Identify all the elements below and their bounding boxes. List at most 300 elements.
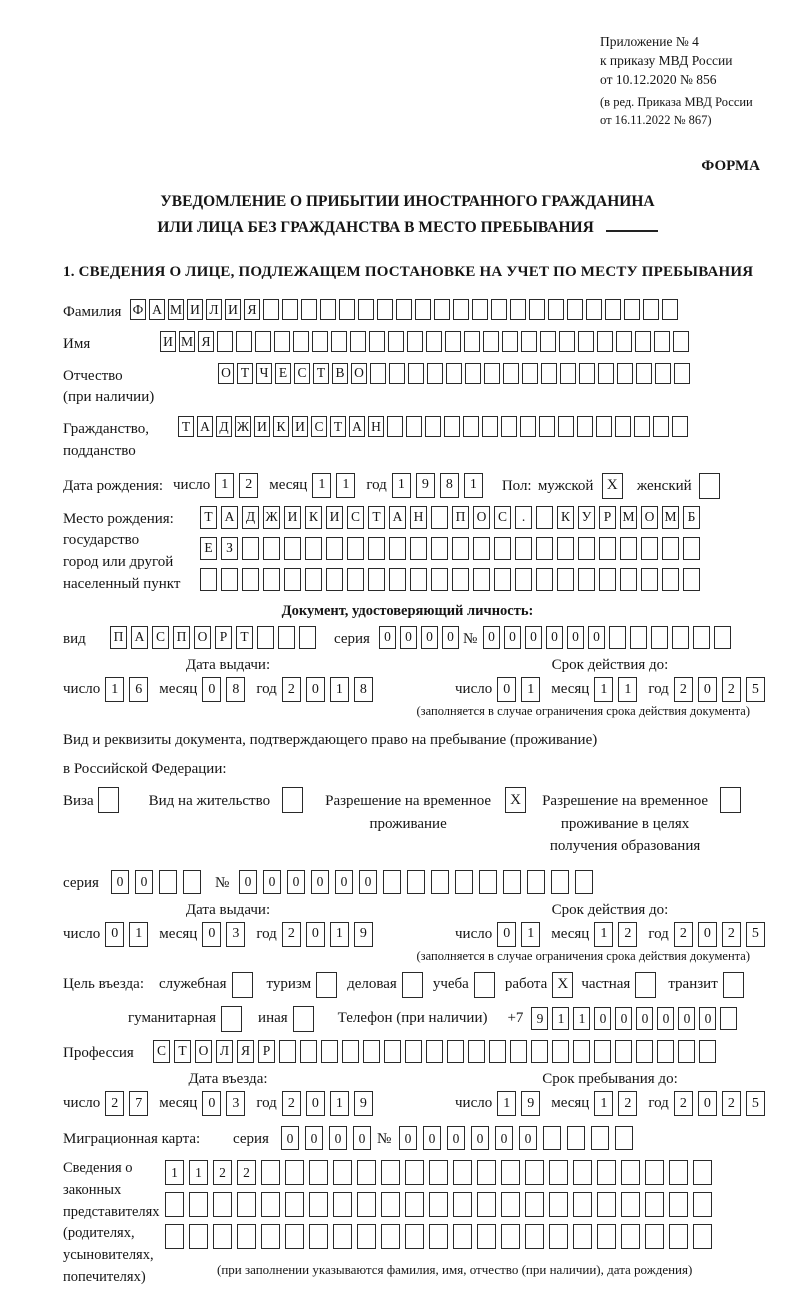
- form-cell[interactable]: [326, 568, 343, 591]
- form-cell[interactable]: [473, 568, 490, 591]
- form-cell[interactable]: [522, 363, 538, 384]
- form-cell[interactable]: [578, 331, 594, 352]
- form-cell[interactable]: [320, 299, 336, 320]
- form-cell[interactable]: [282, 299, 298, 320]
- form-cell[interactable]: [363, 1040, 380, 1063]
- form-cell[interactable]: [605, 299, 621, 320]
- purpose-other-checkbox[interactable]: [293, 1006, 314, 1032]
- form-cell[interactable]: [242, 568, 259, 591]
- form-cell[interactable]: 0: [546, 626, 563, 649]
- form-cell[interactable]: [683, 568, 700, 591]
- form-cell[interactable]: [381, 1224, 400, 1249]
- form-cell[interactable]: 1: [573, 1007, 590, 1030]
- form-cell[interactable]: [284, 568, 301, 591]
- form-cell[interactable]: [634, 416, 650, 437]
- form-cell[interactable]: [444, 416, 460, 437]
- form-cell[interactable]: 2: [239, 473, 258, 498]
- form-cell[interactable]: [494, 537, 511, 560]
- form-cell[interactable]: Я: [198, 331, 214, 352]
- form-cell[interactable]: [617, 363, 633, 384]
- form-cell[interactable]: И: [254, 416, 270, 437]
- edu-permit-checkbox[interactable]: [720, 787, 741, 813]
- form-cell[interactable]: [477, 1224, 496, 1249]
- form-cell[interactable]: С: [153, 1040, 170, 1063]
- form-cell[interactable]: [635, 331, 651, 352]
- form-cell[interactable]: [573, 1040, 590, 1063]
- form-cell[interactable]: Я: [244, 299, 260, 320]
- form-cell[interactable]: [615, 1126, 633, 1150]
- form-cell[interactable]: [536, 568, 553, 591]
- purpose-study-checkbox[interactable]: [474, 972, 495, 998]
- form-cell[interactable]: 1: [105, 677, 124, 702]
- form-cell[interactable]: [645, 1192, 664, 1217]
- form-cell[interactable]: 9: [521, 1091, 540, 1116]
- form-cell[interactable]: [674, 363, 690, 384]
- form-cell[interactable]: [445, 331, 461, 352]
- form-cell[interactable]: [503, 870, 521, 894]
- form-cell[interactable]: 0: [495, 1126, 513, 1150]
- form-cell[interactable]: [357, 1224, 376, 1249]
- form-cell[interactable]: [464, 331, 480, 352]
- form-cell[interactable]: 0: [359, 870, 377, 894]
- form-cell[interactable]: [636, 363, 652, 384]
- form-cell[interactable]: 2: [618, 1091, 637, 1116]
- form-cell[interactable]: [525, 1160, 544, 1185]
- sex-male-checkbox[interactable]: X: [602, 473, 623, 499]
- form-cell[interactable]: 2: [282, 1091, 301, 1116]
- form-cell[interactable]: [567, 1126, 585, 1150]
- form-cell[interactable]: [651, 626, 668, 649]
- form-cell[interactable]: 2: [282, 922, 301, 947]
- form-cell[interactable]: 1: [618, 677, 637, 702]
- form-cell[interactable]: [598, 363, 614, 384]
- form-cell[interactable]: [515, 537, 532, 560]
- form-cell[interactable]: С: [494, 506, 511, 529]
- form-cell[interactable]: [578, 537, 595, 560]
- form-cell[interactable]: [510, 1040, 527, 1063]
- form-cell[interactable]: [662, 537, 679, 560]
- form-cell[interactable]: [573, 1192, 592, 1217]
- form-cell[interactable]: [477, 1160, 496, 1185]
- form-cell[interactable]: [406, 416, 422, 437]
- form-cell[interactable]: [641, 537, 658, 560]
- form-cell[interactable]: [415, 299, 431, 320]
- form-cell[interactable]: 7: [129, 1091, 148, 1116]
- form-cell[interactable]: [389, 568, 406, 591]
- form-cell[interactable]: У: [578, 506, 595, 529]
- form-cell[interactable]: [388, 331, 404, 352]
- form-cell[interactable]: К: [305, 506, 322, 529]
- form-cell[interactable]: [502, 331, 518, 352]
- form-cell[interactable]: [261, 1160, 280, 1185]
- form-cell[interactable]: И: [292, 416, 308, 437]
- form-cell[interactable]: [630, 626, 647, 649]
- form-cell[interactable]: [213, 1192, 232, 1217]
- form-cell[interactable]: К: [273, 416, 289, 437]
- form-cell[interactable]: 0: [519, 1126, 537, 1150]
- form-cell[interactable]: [636, 1040, 653, 1063]
- form-cell[interactable]: 1: [464, 473, 483, 498]
- form-cell[interactable]: [285, 1160, 304, 1185]
- form-cell[interactable]: [615, 1040, 632, 1063]
- form-cell[interactable]: [347, 568, 364, 591]
- form-cell[interactable]: [431, 870, 449, 894]
- form-cell[interactable]: 0: [615, 1007, 632, 1030]
- form-cell[interactable]: 0: [105, 922, 124, 947]
- form-cell[interactable]: Р: [599, 506, 616, 529]
- form-cell[interactable]: И: [225, 299, 241, 320]
- form-cell[interactable]: [483, 331, 499, 352]
- form-cell[interactable]: Н: [410, 506, 427, 529]
- form-cell[interactable]: [408, 363, 424, 384]
- form-cell[interactable]: М: [620, 506, 637, 529]
- form-cell[interactable]: 1: [552, 1007, 569, 1030]
- form-cell[interactable]: 0: [281, 1126, 299, 1150]
- residence-permit-checkbox[interactable]: [282, 787, 303, 813]
- form-cell[interactable]: 0: [202, 1091, 221, 1116]
- form-cell[interactable]: [370, 363, 386, 384]
- form-cell[interactable]: [358, 299, 374, 320]
- form-cell[interactable]: 9: [354, 922, 373, 947]
- form-cell[interactable]: [453, 1160, 472, 1185]
- form-cell[interactable]: [641, 568, 658, 591]
- form-cell[interactable]: 2: [722, 922, 741, 947]
- form-cell[interactable]: [621, 1192, 640, 1217]
- form-cell[interactable]: 2: [213, 1160, 232, 1185]
- form-cell[interactable]: [383, 870, 401, 894]
- form-cell[interactable]: [405, 1040, 422, 1063]
- form-cell[interactable]: [369, 331, 385, 352]
- form-cell[interactable]: [263, 299, 279, 320]
- form-cell[interactable]: [242, 537, 259, 560]
- form-cell[interactable]: [543, 1126, 561, 1150]
- form-cell[interactable]: Р: [215, 626, 232, 649]
- form-cell[interactable]: П: [452, 506, 469, 529]
- form-cell[interactable]: [672, 626, 689, 649]
- form-cell[interactable]: [501, 1160, 520, 1185]
- purpose-transit-checkbox[interactable]: [723, 972, 744, 998]
- form-cell[interactable]: 1: [312, 473, 331, 498]
- form-cell[interactable]: О: [194, 626, 211, 649]
- form-cell[interactable]: 0: [306, 1091, 325, 1116]
- form-cell[interactable]: [405, 1160, 424, 1185]
- form-cell[interactable]: [396, 299, 412, 320]
- form-cell[interactable]: [669, 1192, 688, 1217]
- form-cell[interactable]: Б: [683, 506, 700, 529]
- form-cell[interactable]: [255, 331, 271, 352]
- form-cell[interactable]: [527, 870, 545, 894]
- form-cell[interactable]: [551, 870, 569, 894]
- form-cell[interactable]: [484, 363, 500, 384]
- form-cell[interactable]: П: [110, 626, 127, 649]
- form-cell[interactable]: Л: [216, 1040, 233, 1063]
- form-cell[interactable]: 3: [226, 1091, 245, 1116]
- form-cell[interactable]: [525, 1192, 544, 1217]
- form-cell[interactable]: [599, 537, 616, 560]
- form-cell[interactable]: [559, 331, 575, 352]
- form-cell[interactable]: 2: [282, 677, 301, 702]
- form-cell[interactable]: 0: [379, 626, 396, 649]
- form-cell[interactable]: [501, 416, 517, 437]
- form-cell[interactable]: [463, 416, 479, 437]
- form-cell[interactable]: [548, 299, 564, 320]
- form-cell[interactable]: Т: [200, 506, 217, 529]
- form-cell[interactable]: [410, 568, 427, 591]
- form-cell[interactable]: 1: [330, 677, 349, 702]
- form-cell[interactable]: [558, 416, 574, 437]
- form-cell[interactable]: 1: [521, 922, 540, 947]
- form-cell[interactable]: 1: [594, 922, 613, 947]
- form-cell[interactable]: 2: [674, 922, 693, 947]
- form-cell[interactable]: 2: [618, 922, 637, 947]
- form-cell[interactable]: [643, 299, 659, 320]
- form-cell[interactable]: [653, 416, 669, 437]
- purpose-work-checkbox[interactable]: X: [552, 972, 573, 998]
- visa-checkbox[interactable]: [98, 787, 119, 813]
- form-cell[interactable]: [453, 1192, 472, 1217]
- form-cell[interactable]: 0: [287, 870, 305, 894]
- form-cell[interactable]: [333, 1224, 352, 1249]
- form-cell[interactable]: Н: [368, 416, 384, 437]
- form-cell[interactable]: [616, 331, 632, 352]
- form-cell[interactable]: 1: [189, 1160, 208, 1185]
- form-cell[interactable]: [333, 1160, 352, 1185]
- form-cell[interactable]: О: [351, 363, 367, 384]
- form-cell[interactable]: [261, 1192, 280, 1217]
- form-cell[interactable]: [621, 1160, 640, 1185]
- form-cell[interactable]: 0: [306, 922, 325, 947]
- form-cell[interactable]: [699, 1040, 716, 1063]
- form-cell[interactable]: 1: [330, 1091, 349, 1116]
- form-cell[interactable]: Е: [200, 537, 217, 560]
- form-cell[interactable]: А: [221, 506, 238, 529]
- form-cell[interactable]: [200, 568, 217, 591]
- form-cell[interactable]: [597, 1224, 616, 1249]
- form-cell[interactable]: [586, 299, 602, 320]
- form-cell[interactable]: [410, 537, 427, 560]
- form-cell[interactable]: [501, 1224, 520, 1249]
- sex-female-checkbox[interactable]: [699, 473, 720, 499]
- form-cell[interactable]: В: [332, 363, 348, 384]
- form-cell[interactable]: 0: [636, 1007, 653, 1030]
- form-cell[interactable]: [165, 1192, 184, 1217]
- form-cell[interactable]: 0: [525, 626, 542, 649]
- form-cell[interactable]: [279, 1040, 296, 1063]
- form-cell[interactable]: 1: [165, 1160, 184, 1185]
- form-cell[interactable]: Т: [236, 626, 253, 649]
- form-cell[interactable]: Е: [275, 363, 291, 384]
- form-cell[interactable]: [662, 568, 679, 591]
- form-cell[interactable]: [381, 1160, 400, 1185]
- form-cell[interactable]: 1: [521, 677, 540, 702]
- form-cell[interactable]: 0: [699, 1007, 716, 1030]
- form-cell[interactable]: 3: [226, 922, 245, 947]
- form-cell[interactable]: [305, 537, 322, 560]
- form-cell[interactable]: 2: [674, 677, 693, 702]
- form-cell[interactable]: О: [641, 506, 658, 529]
- form-cell[interactable]: [609, 626, 626, 649]
- form-cell[interactable]: 0: [111, 870, 129, 894]
- form-cell[interactable]: [596, 416, 612, 437]
- form-cell[interactable]: [578, 568, 595, 591]
- form-cell[interactable]: Ж: [263, 506, 280, 529]
- form-cell[interactable]: 9: [531, 1007, 548, 1030]
- form-cell[interactable]: 0: [567, 626, 584, 649]
- form-cell[interactable]: 0: [497, 677, 516, 702]
- form-cell[interactable]: [549, 1160, 568, 1185]
- form-cell[interactable]: [536, 537, 553, 560]
- form-cell[interactable]: [573, 1224, 592, 1249]
- form-cell[interactable]: [567, 299, 583, 320]
- form-cell[interactable]: [381, 1192, 400, 1217]
- purpose-official-checkbox[interactable]: [232, 972, 253, 998]
- form-cell[interactable]: [165, 1224, 184, 1249]
- form-cell[interactable]: 0: [329, 1126, 347, 1150]
- form-cell[interactable]: [620, 537, 637, 560]
- form-cell[interactable]: [645, 1160, 664, 1185]
- form-cell[interactable]: [426, 331, 442, 352]
- form-cell[interactable]: 0: [311, 870, 329, 894]
- form-cell[interactable]: [669, 1160, 688, 1185]
- form-cell[interactable]: [452, 568, 469, 591]
- form-cell[interactable]: [347, 537, 364, 560]
- form-cell[interactable]: 0: [447, 1126, 465, 1150]
- form-cell[interactable]: [309, 1224, 328, 1249]
- form-cell[interactable]: С: [347, 506, 364, 529]
- form-cell[interactable]: [662, 299, 678, 320]
- form-cell[interactable]: 1: [129, 922, 148, 947]
- form-cell[interactable]: [539, 416, 555, 437]
- form-cell[interactable]: Л: [206, 299, 222, 320]
- form-cell[interactable]: [357, 1160, 376, 1185]
- form-cell[interactable]: [477, 1192, 496, 1217]
- form-cell[interactable]: [473, 537, 490, 560]
- form-cell[interactable]: А: [197, 416, 213, 437]
- form-cell[interactable]: 1: [392, 473, 411, 498]
- form-cell[interactable]: [455, 870, 473, 894]
- form-cell[interactable]: М: [662, 506, 679, 529]
- purpose-private-checkbox[interactable]: [635, 972, 656, 998]
- form-cell[interactable]: 1: [215, 473, 234, 498]
- form-cell[interactable]: [407, 331, 423, 352]
- form-cell[interactable]: И: [326, 506, 343, 529]
- form-cell[interactable]: [425, 416, 441, 437]
- form-cell[interactable]: Т: [174, 1040, 191, 1063]
- form-cell[interactable]: [301, 299, 317, 320]
- form-cell[interactable]: [597, 331, 613, 352]
- form-cell[interactable]: [573, 1160, 592, 1185]
- purpose-tourism-checkbox[interactable]: [316, 972, 337, 998]
- form-cell[interactable]: [693, 626, 710, 649]
- form-cell[interactable]: [678, 1040, 695, 1063]
- form-cell[interactable]: О: [473, 506, 490, 529]
- form-cell[interactable]: [541, 363, 557, 384]
- form-cell[interactable]: [540, 331, 556, 352]
- form-cell[interactable]: [552, 1040, 569, 1063]
- form-cell[interactable]: [389, 537, 406, 560]
- form-cell[interactable]: [236, 331, 252, 352]
- form-cell[interactable]: И: [284, 506, 301, 529]
- form-cell[interactable]: [405, 1224, 424, 1249]
- form-cell[interactable]: 1: [594, 1091, 613, 1116]
- form-cell[interactable]: [549, 1224, 568, 1249]
- form-cell[interactable]: Т: [368, 506, 385, 529]
- form-cell[interactable]: [183, 870, 201, 894]
- form-cell[interactable]: [368, 537, 385, 560]
- form-cell[interactable]: [285, 1192, 304, 1217]
- form-cell[interactable]: А: [349, 416, 365, 437]
- form-cell[interactable]: [300, 1040, 317, 1063]
- form-cell[interactable]: 1: [497, 1091, 516, 1116]
- form-cell[interactable]: [577, 416, 593, 437]
- form-cell[interactable]: [693, 1192, 712, 1217]
- form-cell[interactable]: [452, 537, 469, 560]
- form-cell[interactable]: 0: [202, 922, 221, 947]
- form-cell[interactable]: [669, 1224, 688, 1249]
- form-cell[interactable]: [263, 568, 280, 591]
- form-cell[interactable]: [284, 537, 301, 560]
- form-cell[interactable]: П: [173, 626, 190, 649]
- form-cell[interactable]: 0: [306, 677, 325, 702]
- form-cell[interactable]: Т: [178, 416, 194, 437]
- form-cell[interactable]: [624, 299, 640, 320]
- form-cell[interactable]: [615, 416, 631, 437]
- form-cell[interactable]: 2: [722, 1091, 741, 1116]
- form-cell[interactable]: [515, 568, 532, 591]
- form-cell[interactable]: Т: [237, 363, 253, 384]
- form-cell[interactable]: [529, 299, 545, 320]
- form-cell[interactable]: [189, 1224, 208, 1249]
- form-cell[interactable]: [305, 568, 322, 591]
- form-cell[interactable]: [389, 363, 405, 384]
- form-cell[interactable]: 5: [746, 1091, 765, 1116]
- form-cell[interactable]: [387, 416, 403, 437]
- form-cell[interactable]: [655, 363, 671, 384]
- form-cell[interactable]: 0: [135, 870, 153, 894]
- form-cell[interactable]: [683, 537, 700, 560]
- form-cell[interactable]: [560, 363, 576, 384]
- form-cell[interactable]: [274, 331, 290, 352]
- form-cell[interactable]: Я: [237, 1040, 254, 1063]
- form-cell[interactable]: И: [160, 331, 176, 352]
- form-cell[interactable]: [342, 1040, 359, 1063]
- form-cell[interactable]: [446, 363, 462, 384]
- form-cell[interactable]: [299, 626, 316, 649]
- form-cell[interactable]: [426, 1040, 443, 1063]
- form-cell[interactable]: [384, 1040, 401, 1063]
- form-cell[interactable]: 0: [263, 870, 281, 894]
- form-cell[interactable]: О: [218, 363, 234, 384]
- purpose-business-checkbox[interactable]: [402, 972, 423, 998]
- form-cell[interactable]: [431, 506, 448, 529]
- form-cell[interactable]: 9: [354, 1091, 373, 1116]
- form-cell[interactable]: 1: [330, 922, 349, 947]
- form-cell[interactable]: 8: [354, 677, 373, 702]
- form-cell[interactable]: Д: [242, 506, 259, 529]
- form-cell[interactable]: [557, 537, 574, 560]
- form-cell[interactable]: 0: [353, 1126, 371, 1150]
- form-cell[interactable]: [434, 299, 450, 320]
- form-cell[interactable]: [189, 1192, 208, 1217]
- form-cell[interactable]: [331, 331, 347, 352]
- form-cell[interactable]: [339, 299, 355, 320]
- form-cell[interactable]: [465, 363, 481, 384]
- form-cell[interactable]: [429, 1224, 448, 1249]
- form-cell[interactable]: Ч: [256, 363, 272, 384]
- form-cell[interactable]: [557, 568, 574, 591]
- form-cell[interactable]: 0: [483, 626, 500, 649]
- form-cell[interactable]: [597, 1192, 616, 1217]
